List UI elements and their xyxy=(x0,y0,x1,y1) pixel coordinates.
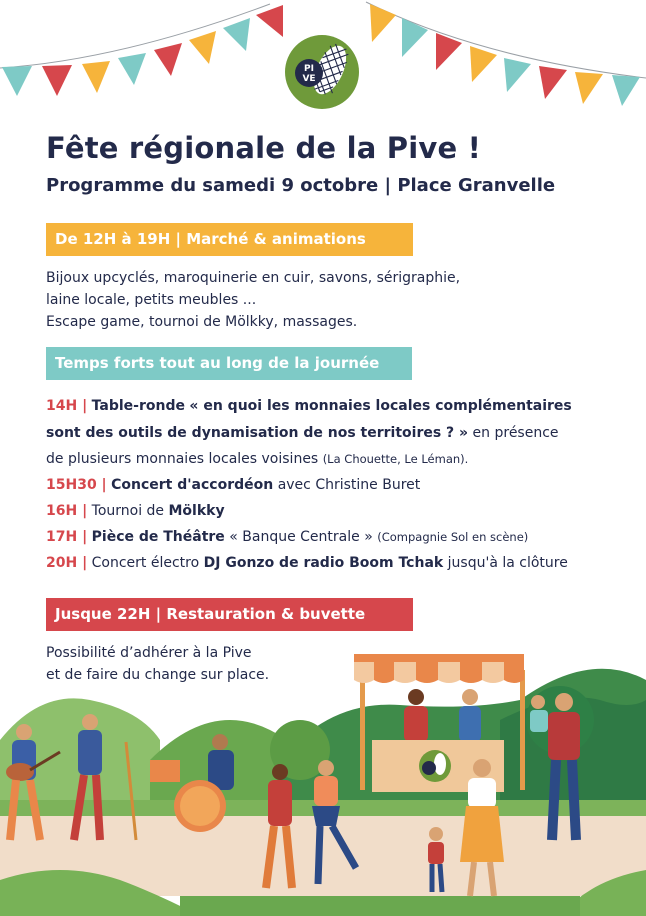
event-quote: sont des outils de dynamisation de nos territoires ? » xyxy=(46,425,469,441)
dancer-head xyxy=(318,760,334,776)
event-quote: « en quoi les monnaies locales complémentaires xyxy=(189,398,572,414)
event-text: avec Christine Buret xyxy=(277,477,421,493)
event-accordeon xyxy=(46,477,420,493)
flag xyxy=(370,4,396,42)
flag xyxy=(539,66,567,99)
flag xyxy=(256,5,283,37)
highlights-heading: Temps forts tout au long de la journée xyxy=(46,347,412,380)
flag xyxy=(82,61,110,93)
market-line: laine locale, petits meubles ... xyxy=(46,292,257,308)
event-table-ronde-line1 xyxy=(46,398,572,414)
woman-head xyxy=(473,759,491,777)
event-table-ronde-line3 xyxy=(46,451,468,467)
flag xyxy=(470,46,497,82)
child-head xyxy=(429,827,443,841)
guitar xyxy=(6,763,34,781)
membership-line: Possibilité d’adhérer à la Pive xyxy=(46,645,252,661)
event-time: 20H | xyxy=(46,555,88,571)
guitarist-head xyxy=(16,724,32,740)
stall-post xyxy=(520,670,525,790)
event-note: (Compagnie Sol en scène) xyxy=(377,530,529,544)
flag xyxy=(575,72,603,104)
flag xyxy=(42,65,72,96)
event-title: Pièce de Théâtre xyxy=(91,529,225,545)
event-text: en présence xyxy=(472,425,559,441)
flag xyxy=(504,58,531,92)
svg-text:VE: VE xyxy=(302,74,316,84)
event-tournoi xyxy=(46,503,225,519)
flag xyxy=(118,53,146,85)
event-electro xyxy=(46,555,568,571)
drummer-head xyxy=(212,734,228,750)
stall-awning xyxy=(354,654,524,683)
event-title: Concert d'accordéon xyxy=(111,477,274,493)
event-table-ronde-line2 xyxy=(46,425,559,441)
market-line: Bijoux upcyclés, maroquinerie en cuir, savons, sérigraphie, xyxy=(46,270,461,286)
event-quote: « Banque Centrale » xyxy=(229,529,373,545)
kid-head xyxy=(531,695,545,709)
event-time: 15H30 | xyxy=(46,477,107,493)
pive-logo xyxy=(284,34,360,110)
vendor-head xyxy=(462,689,478,705)
festival-illustration xyxy=(0,640,646,916)
event-text: jusqu'à la clôture xyxy=(447,555,568,571)
singer-head xyxy=(82,714,98,730)
page-title: Fête régionale de la Pive ! xyxy=(46,131,482,165)
flag xyxy=(189,31,216,64)
vendor-body xyxy=(404,706,428,742)
event-note: (La Chouette, Le Léman). xyxy=(322,452,469,466)
event-text: Concert électro xyxy=(91,555,200,571)
event-time: 17H | xyxy=(46,529,88,545)
dancer-head xyxy=(272,764,288,780)
stall-post xyxy=(360,670,365,790)
foreground-grass xyxy=(180,896,580,916)
market-description xyxy=(46,267,460,333)
event-text: de plusieurs monnaies locales voisines xyxy=(46,451,319,467)
page-subtitle: Programme du samedi 9 octobre | Place Granvelle xyxy=(46,175,556,196)
vendor-head xyxy=(408,689,424,705)
svg-text:PI: PI xyxy=(304,64,314,74)
event-time: 16H | xyxy=(46,503,88,519)
membership-line: et de faire du change sur place. xyxy=(46,667,270,683)
event-title: Table-ronde xyxy=(91,398,185,414)
man-head xyxy=(555,693,573,711)
market-line: Escape game, tournoi de Mölkky, massages. xyxy=(46,314,358,330)
event-text: Tournoi de xyxy=(91,503,165,519)
drum xyxy=(150,760,180,782)
event-title: Mölkky xyxy=(168,503,225,519)
event-time: 14H | xyxy=(46,398,88,414)
flag xyxy=(2,66,32,96)
food-heading: Jusque 22H | Restauration & buvette xyxy=(46,598,413,631)
flag xyxy=(223,18,250,51)
vendor-body xyxy=(459,706,481,742)
market-heading: De 12H à 19H | Marché & animations xyxy=(46,223,413,256)
event-title: DJ Gonzo de radio Boom Tchak xyxy=(203,555,444,571)
flag xyxy=(612,75,640,106)
flag xyxy=(154,43,182,76)
event-theatre xyxy=(46,529,528,545)
